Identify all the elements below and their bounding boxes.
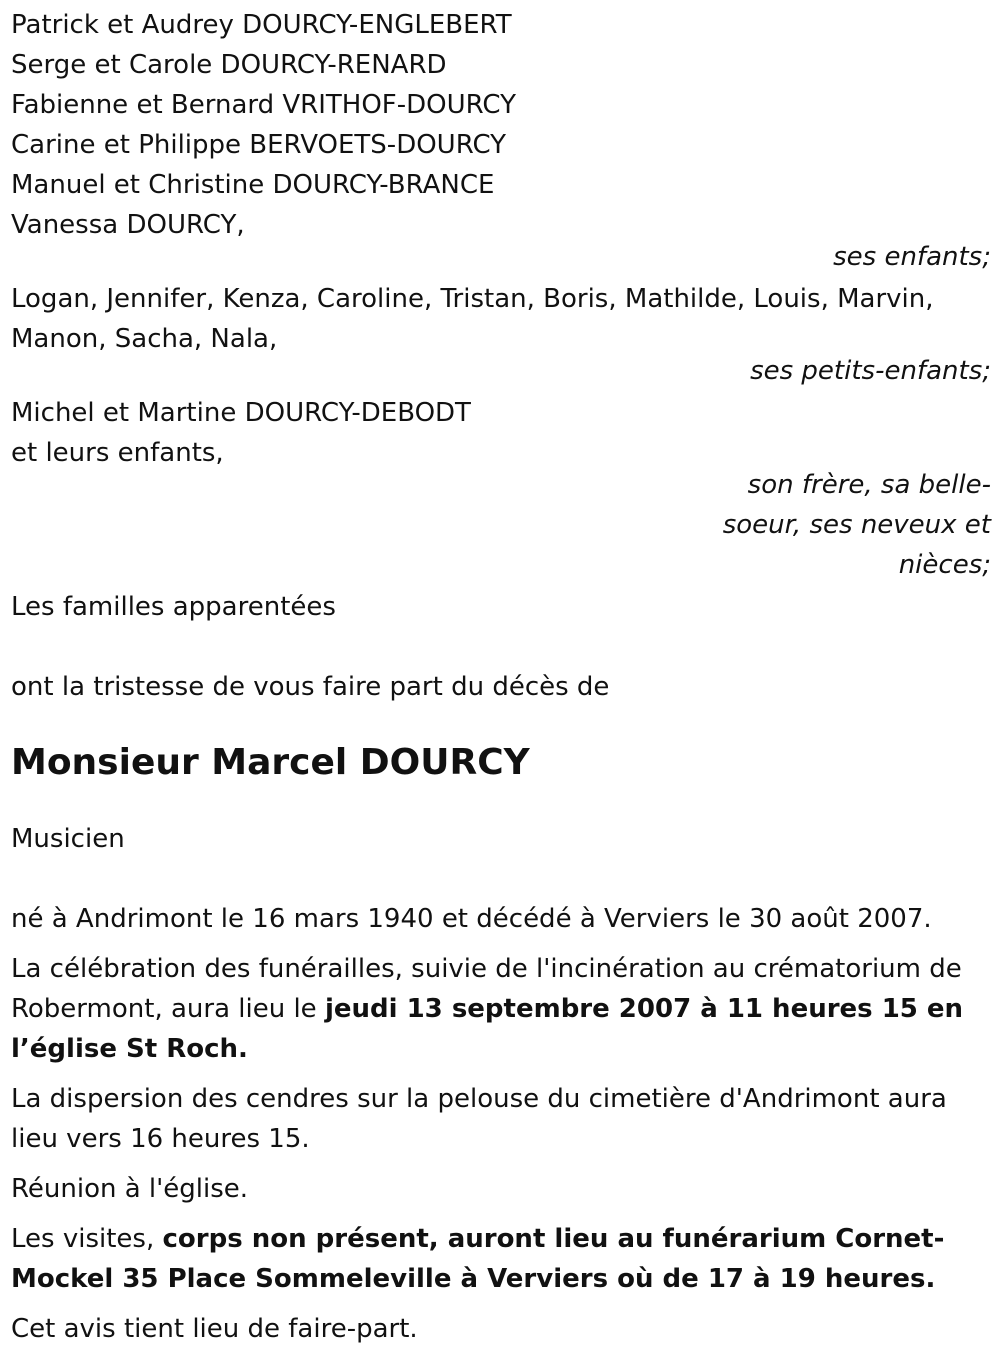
sibling-list [11,393,991,473]
related-families: Les familles apparentées [11,592,336,622]
visits-paragraph [11,1219,991,1299]
sibling-role-line: soeur, ses neveux et [722,510,991,540]
child-line: Serge et Carole DOURCY-RENARD [11,50,447,80]
dispersion-line: lieu vers 16 heures 15. [11,1124,310,1154]
sibling-role-line: nièces; [898,550,991,580]
dispersion-line: La dispersion des cendres sur la pelouse du cimetière d'Andrimont aura [11,1084,947,1114]
birth-death-dates: né à Andrimont le 16 mars 1940 et décédé à Verviers le 30 août 2007. [11,904,932,934]
announcement-text: ont la tristesse de vous faire part du décès de [11,672,610,702]
funeral-location: l’église St Roch. [11,1034,248,1064]
sibling-role-line: son frère, sa belle- [747,470,991,500]
dispersion-paragraph [11,1079,991,1159]
funeral-text: Robermont, aura lieu le [11,994,325,1024]
deceased-name: Monsieur Marcel DOURCY [11,742,530,783]
visits-text: Les visites, [11,1224,163,1254]
occupation: Musicien [11,824,125,854]
grandchildren-role: ses petits-enfants; [750,356,991,386]
child-line: Fabienne et Bernard VRITHOF-DOURCY [11,90,516,120]
grandchildren-list [11,279,991,359]
funeral-line [11,989,991,1029]
child-line: Carine et Philippe BERVOETS-DOURCY [11,130,507,160]
funeral-line: La célébration des funérailles, suivie de l'incinération au crématorium de [11,954,962,984]
sibling-line: Michel et Martine DOURCY-DEBODT [11,398,471,428]
child-line: Patrick et Audrey DOURCY-ENGLEBERT [11,10,512,40]
sibling-role [11,465,991,585]
visits-line [11,1219,991,1259]
grandchildren-line: Logan, Jennifer, Kenza, Caroline, Tristan, Boris, Mathilde, Louis, Marvin, [11,284,934,314]
grandchildren-line: Manon, Sacha, Nala, [11,324,278,354]
reunion-text: Réunion à l'église. [11,1174,249,1204]
child-line: Manuel et Christine DOURCY-BRANCE [11,170,495,200]
visits-location: Mockel 35 Place Sommeleville à Verviers où de 17 à 19 heures. [11,1264,936,1294]
sibling-line: et leurs enfants, [11,438,224,468]
closing-text: Cet avis tient lieu de faire-part. [11,1314,418,1344]
funeral-date: jeudi 13 septembre 2007 à 11 heures 15 en [324,994,964,1024]
children-role: ses enfants; [833,242,991,272]
child-line: Vanessa DOURCY, [11,210,245,240]
funeral-paragraph [11,949,991,1069]
children-list [11,5,991,245]
visits-details: corps non présent, auront lieu au funérarium Cornet- [162,1224,945,1254]
obituary-notice [11,5,991,1349]
